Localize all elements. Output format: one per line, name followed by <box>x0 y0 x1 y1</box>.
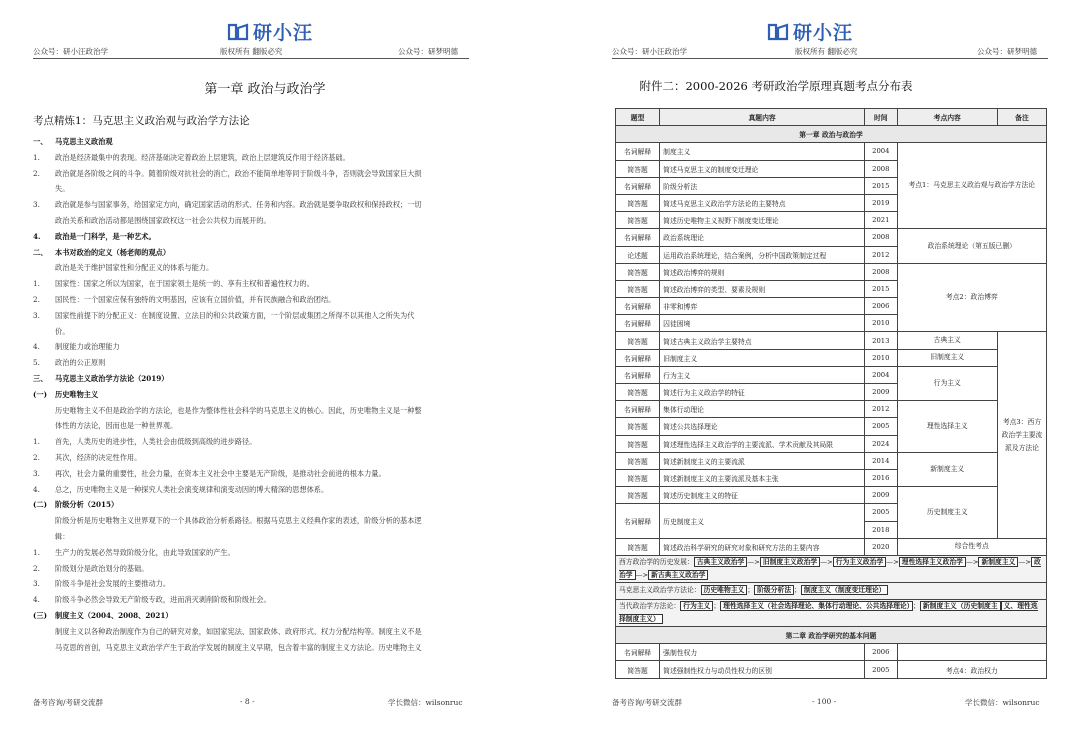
line-text: 阶级斗争必然会导致无产阶级专政，进而消灭剥削阶级和阶级社会。 <box>55 595 271 605</box>
footer-left: 备考咨询/考研交流群 <box>33 698 104 707</box>
line-text: 再次，社会力量的重要性，社会力量，在资本主义社会中主要是无产阶级，是推动社会前进的根本力量。 <box>55 468 386 478</box>
text-line <box>33 608 469 624</box>
text-line <box>33 434 469 450</box>
cell-content: 简述强制性权力与动员性权力的区别 <box>660 661 865 678</box>
flow-arrow-icon: —> <box>820 557 833 566</box>
flow-arrow-icon: —> <box>886 557 899 566</box>
line-number: 2. <box>33 168 40 178</box>
line-text: 国家性：国家之所以为国家，在于国家领土是统一的、享有主权和普遍性权力的。 <box>55 279 314 289</box>
page-number: - 100 - <box>812 697 837 706</box>
cell-point: 新制度主义 <box>897 452 997 486</box>
line-text: 制度主义以各种政治制度作为自己的研究对象，如国家宪法、国家政体、政府形式、权力分配结构等。制度主义不是 <box>55 626 422 636</box>
cell-content: 制度主义 <box>660 143 865 160</box>
cell-year: 2006 <box>865 644 898 661</box>
cell-content: 阶级分析法 <box>660 177 865 194</box>
cell-year: 2024 <box>865 435 898 452</box>
line-number: 3. <box>33 468 40 478</box>
logo-mark-icon <box>227 22 249 42</box>
line-text: 阶级分析是历史唯物主义世界观下的一个具体政治分析系路径。根据马克思主义经典作家的表述，阶级分析的基本逻 <box>55 516 422 526</box>
cell-type: 名词解释 <box>616 401 660 418</box>
appendix-title: 附件二：2000-2026 考研政治学原理真题考点分布表 <box>639 79 913 93</box>
cell-type: 名词解释 <box>616 644 660 661</box>
footer-right: 学长微信：wilsonruc <box>388 698 463 707</box>
flow-marxist-methods <box>616 582 1047 599</box>
cell-type: 简答题 <box>616 160 660 177</box>
cell-year: 2016 <box>865 469 898 486</box>
line-text: 阶级分析（2015） <box>55 500 119 510</box>
table-row <box>616 452 1047 469</box>
flow-arrow-icon: —> <box>965 557 979 566</box>
cell-point: 旧制度主义 <box>897 349 997 366</box>
page-number: - 8 - <box>240 697 255 706</box>
cell-year: 2010 <box>865 315 898 332</box>
flow-item: 制度主义（制度变迁理论） <box>801 585 889 595</box>
table-row <box>616 263 1047 280</box>
cell-type: 简答题 <box>616 263 660 280</box>
cell-content: 行为主义 <box>660 366 865 383</box>
line-text: 价。 <box>55 326 70 336</box>
cell-year: 2004 <box>865 366 898 383</box>
cell-content: 运用政治系统理论，结合案例，分析中国政策制定过程 <box>660 246 865 263</box>
cell-content: 简述政治博弈的规则 <box>660 263 865 280</box>
cell-year: 2015 <box>865 280 898 297</box>
line-text: 政治的公正原则 <box>55 358 106 368</box>
line-text: 阶级划分是政治划分的基础。 <box>55 563 149 573</box>
line-text: 马克思主义政治观 <box>55 137 113 146</box>
line-text: 本书对政治的定义（杨老师的观点） <box>55 247 171 257</box>
cell-type: 简答题 <box>616 332 660 349</box>
col-header-note: 备注 <box>997 109 1046 126</box>
text-line <box>33 592 469 608</box>
line-text: 历史唯物主义不但是政治学的方法论，也是作为整体性社会科学的马克思主义的核心。因此，历史唯物主义是一种整 <box>55 405 422 415</box>
line-text: 阶级斗争是社会发展的主要推动力。 <box>55 579 171 589</box>
exam-points-table <box>615 108 1047 679</box>
line-text: 生产力的发展必然导致阶级分化，由此导致国家的产生。 <box>55 547 235 557</box>
text-line <box>33 308 469 324</box>
text-line <box>33 260 469 276</box>
cell-type: 简答题 <box>616 538 660 555</box>
text-line <box>33 576 469 592</box>
cell-year: 2012 <box>865 246 898 263</box>
cell-type: 简答题 <box>616 418 660 435</box>
cell-content: 简述公共选择理论 <box>660 418 865 435</box>
cell-point: 行为主义 <box>897 366 997 400</box>
text-line <box>33 229 469 245</box>
text-line <box>33 324 469 340</box>
body-text <box>33 134 469 655</box>
table-row <box>616 661 1047 678</box>
text-line <box>33 482 469 498</box>
cell-content: 简述新制度主义的主要流派及基本主张 <box>660 469 865 486</box>
flow-arrow-icon: ； <box>713 602 721 611</box>
header-left: 公众号：研小汪政治学 <box>612 47 687 56</box>
cell-year: 2006 <box>865 298 898 315</box>
text-line <box>33 513 469 529</box>
cell-type: 简答题 <box>616 452 660 469</box>
cell-year: 2013 <box>865 332 898 349</box>
text-line <box>33 355 469 371</box>
header-right: 公众号：研梦明德 <box>398 47 458 56</box>
cell-year: 2005 <box>865 418 898 435</box>
line-text: 政治是经济最集中的表现。经济基础决定着政治上层建筑，政治上层建筑反作用于经济基础。 <box>55 152 350 162</box>
cell-type: 简答题 <box>616 384 660 401</box>
line-text: 国民性：一个国家应保有独特的文明基因，应该有立国价值，并有民族融合和政治团结。 <box>55 294 336 304</box>
header-center: 版权所有 翻版必究 <box>220 47 283 56</box>
line-text: 国家性前提下的分配正义：在制度设置、立法目的和公共政策方面，一个阶层或集团之所得不以其他人之所失为代 <box>55 310 415 320</box>
line-text: 其次，经济的决定性作用。 <box>55 452 142 462</box>
flow-prefix: 西方政治学的历史发展： <box>619 557 694 566</box>
table-row <box>616 229 1047 246</box>
cell-type: 名词解释 <box>616 504 660 538</box>
text-line <box>33 150 469 166</box>
table-row <box>616 401 1047 418</box>
line-number: (一) <box>33 389 47 399</box>
cell-year: 2014 <box>865 452 898 469</box>
chapter-band: 第二章 政治学研究的基本问题 <box>616 627 1047 644</box>
cell-year: 2018 <box>865 521 898 538</box>
cell-content: 简述政治博弈的类型、要素及规则 <box>660 280 865 297</box>
line-number: 2. <box>33 294 40 304</box>
col-header-point: 考点内容 <box>897 109 997 126</box>
cell-content: 简述马克思主义的制度变迁理论 <box>660 160 865 177</box>
line-text: 政治是关于维护国家性和分配正义的体系与能力。 <box>55 263 214 273</box>
line-text: 政治就是各阶级之间的斗争。随着阶级对抗社会的消亡，政治不能简单地等同于阶级斗争，否则就会导致国家巨大损 <box>55 168 422 178</box>
flow-prefix: 当代政治学方法论： <box>619 602 681 611</box>
flow-item: 政治学 <box>619 557 1041 579</box>
text-line <box>33 624 469 640</box>
chapter-title: 第一章 政治与政治学 <box>204 82 326 97</box>
flow-item: 新古典主义政治学 <box>648 570 708 580</box>
cell-type: 名词解释 <box>616 143 660 160</box>
col-header-year: 时间 <box>865 109 898 126</box>
cell-content: 非零和博弈 <box>660 298 865 315</box>
line-text: 政治就是参与国家事务，给国家定方向，确定国家活动的形式、任务和内容。政治就是要争取政权和保持政权；一切 <box>55 200 422 210</box>
text-line <box>33 197 469 213</box>
table-row <box>616 332 1047 349</box>
line-number: (三) <box>33 610 47 620</box>
flow-item: 新制度主义 <box>978 557 1018 567</box>
line-text: 马克思主义政治学方法论（2019） <box>55 373 169 383</box>
cell-year: 2008 <box>865 160 898 177</box>
logo <box>0 18 540 45</box>
logo <box>540 18 1080 45</box>
flow-contemporary-methods <box>616 600 1047 627</box>
line-number: 一、 <box>33 137 48 146</box>
cell-content: 简述古典主义政治学主要特点 <box>660 332 865 349</box>
cell-content: 简述历史制度主义的特征 <box>660 487 865 504</box>
chapter-band: 第一章 政治与政治学 <box>616 126 1047 143</box>
cell-year: 2005 <box>865 504 898 521</box>
line-number: (二) <box>33 500 47 510</box>
text-line <box>33 561 469 577</box>
cell-type: 简答题 <box>616 280 660 297</box>
line-text: 马克思的首创，马克思主义政治学产生于政治学发展的制度主义早期，包含着丰富的制度主义方法论。历史唯物主义 <box>55 642 422 652</box>
cell-year: 2019 <box>865 194 898 211</box>
cell-year: 2010 <box>865 349 898 366</box>
line-number: 5. <box>33 358 40 368</box>
table-row <box>616 143 1047 160</box>
cell-type: 论述题 <box>616 246 660 263</box>
line-number: 4. <box>33 231 41 241</box>
line-number: 1. <box>33 279 40 289</box>
cell-year: 2020 <box>865 538 898 555</box>
flow-item: 行为主义 <box>680 601 713 611</box>
cell-type: 名词解释 <box>616 298 660 315</box>
line-number: 1. <box>33 437 40 447</box>
line-text: 制度主义（2004、2008、2021） <box>55 610 173 620</box>
text-line <box>33 545 469 561</box>
flow-item: 理性选择主义（社会选择理论、集体行动理论、公共选择理论） <box>720 601 913 611</box>
flow-item: 古典主义政治学 <box>694 557 748 567</box>
col-header-type: 题型 <box>616 109 660 126</box>
line-text: 政治是一门科学，是一种艺术。 <box>55 231 156 241</box>
footer-right: 学长微信：wilsonruc <box>965 698 1040 707</box>
line-number: 2. <box>33 563 40 573</box>
cell-point-3: 考点3：西方政治学主要流派及方法论 <box>997 332 1046 538</box>
header-center: 版权所有 翻版必究 <box>795 47 858 56</box>
flow-item: 理性选择主义政治学 <box>899 557 966 567</box>
flow-item: 行为主义政治学 <box>833 557 887 567</box>
cell-content: 集体行动理论 <box>660 401 865 418</box>
logo-text: 研小汪 <box>792 22 853 44</box>
line-number: 3. <box>33 579 40 589</box>
cell-year: 2009 <box>865 384 898 401</box>
flow-history <box>616 555 1047 582</box>
cell-year: 2009 <box>865 487 898 504</box>
flow-arrow-icon: ； <box>913 602 920 611</box>
line-text: 历史唯物主义 <box>55 389 99 399</box>
cell-content: 简述理性选择主义政治学的主要流派、学术贡献及其局限 <box>660 435 865 452</box>
cell-point: 考点2：政治博弈 <box>897 263 1046 332</box>
line-text: 体性的方法论，因而也是一种世界观。 <box>55 421 178 431</box>
cell-year: 2008 <box>865 263 898 280</box>
text-line <box>33 403 469 419</box>
header-left: 公众号：研小汪政治学 <box>33 47 108 56</box>
cell-year: 2021 <box>865 212 898 229</box>
cell-point: 考点4：政治权力 <box>897 661 1046 678</box>
header-rule <box>612 58 1048 59</box>
cell-content: 简述政治科学研究的研究对象和研究方法的主要内容 <box>660 538 865 555</box>
text-line <box>33 529 469 545</box>
footer-left: 备考咨询/考研交流群 <box>612 698 683 707</box>
cell-type: 名词解释 <box>616 229 660 246</box>
cell-content: 简述行为主义政治学的特征 <box>660 384 865 401</box>
flow-arrow-icon: —> <box>635 570 649 579</box>
line-number: 3. <box>33 310 40 320</box>
text-line <box>33 245 469 261</box>
line-text: 失。 <box>55 184 70 194</box>
cell-content: 政治系统理论 <box>660 229 865 246</box>
cell-point: 综合性考点 <box>897 538 1046 555</box>
cell-content: 历史制度主义 <box>660 504 865 538</box>
line-number: 4. <box>33 342 40 352</box>
cell-type: 简答题 <box>616 194 660 211</box>
cell-point: 考点1：马克思主义政治观与政治学方法论 <box>897 143 1046 229</box>
text-line <box>33 497 469 513</box>
table-row <box>616 538 1047 555</box>
text-line <box>33 339 469 355</box>
text-line <box>33 371 469 387</box>
cell-point <box>897 644 1046 661</box>
cell-point: 古典主义 <box>897 332 997 349</box>
cell-year: 2008 <box>865 229 898 246</box>
flow-item: 义、理性选择制度主义） <box>619 602 1038 624</box>
text-line <box>33 418 469 434</box>
cell-point: 理性选择主义 <box>897 401 997 453</box>
cell-content: 简述马克思主义政治学方法论的主要特点 <box>660 194 865 211</box>
logo-mark-icon <box>767 22 789 42</box>
cell-year: 2015 <box>865 177 898 194</box>
logo-text: 研小汪 <box>252 22 313 44</box>
section-title: 考点精炼1：马克思主义政治观与政治学方法论 <box>33 115 250 127</box>
header-rule <box>33 58 469 59</box>
cell-content: 强制性权力 <box>660 644 865 661</box>
table-row <box>616 349 1047 366</box>
text-line <box>33 640 469 656</box>
flow-arrow-icon: —> <box>747 557 760 566</box>
line-number: 1. <box>33 547 40 557</box>
text-line <box>33 181 469 197</box>
cell-point: 政治系统理论（第五版已删） <box>897 229 1046 263</box>
line-text: 辑： <box>55 531 70 541</box>
text-line <box>33 387 469 403</box>
line-number: 4. <box>33 484 40 494</box>
line-number: 3. <box>33 200 40 210</box>
table-row <box>616 487 1047 504</box>
cell-year: 2012 <box>865 401 898 418</box>
flow-arrow-icon: ； <box>747 586 755 595</box>
cell-year: 2004 <box>865 143 898 160</box>
cell-type: 简答题 <box>616 435 660 452</box>
text-line <box>33 213 469 229</box>
cell-content: 简述新制度主义的主要流派 <box>660 452 865 469</box>
cell-type: 简答题 <box>616 469 660 486</box>
text-line <box>33 292 469 308</box>
flow-prefix: 马克思主义政治学方法论： <box>619 586 701 595</box>
cell-point: 历史制度主义 <box>897 487 997 539</box>
header-right: 公众号：研梦明德 <box>977 47 1037 56</box>
line-number: 1. <box>33 152 40 162</box>
cell-content: 简述历史唯物主义视野下制度变迁理论 <box>660 212 865 229</box>
text-line <box>33 166 469 182</box>
cell-type: 简答题 <box>616 661 660 678</box>
text-line <box>33 134 469 150</box>
line-number: 4. <box>33 595 40 605</box>
line-text: 制度能力或治理能力 <box>55 342 120 352</box>
text-line <box>33 466 469 482</box>
flow-item: 历史唯物主义 <box>701 585 748 595</box>
line-number: 三、 <box>33 373 48 383</box>
line-number: 2. <box>33 452 40 462</box>
flow-item: 旧制度主义政治学 <box>760 557 820 567</box>
line-text: 总之，历史唯物主义是一种探究人类社会演变规律和演变动因的博大精深的思想体系。 <box>55 484 329 494</box>
line-number: 二、 <box>33 247 48 257</box>
col-header-content: 真题内容 <box>660 109 865 126</box>
text-line <box>33 276 469 292</box>
cell-content: 囚徒困境 <box>660 315 865 332</box>
cell-content: 旧制度主义 <box>660 349 865 366</box>
cell-type: 名词解释 <box>616 315 660 332</box>
cell-type: 名词解释 <box>616 177 660 194</box>
text-line <box>33 450 469 466</box>
flow-arrow-icon: ； <box>794 586 801 595</box>
table-row <box>616 366 1047 383</box>
cell-type: 名词解释 <box>616 349 660 366</box>
flow-item: 阶级分析法 <box>754 585 794 595</box>
cell-year: 2005 <box>865 661 898 678</box>
table-row <box>616 644 1047 661</box>
cell-type: 简答题 <box>616 212 660 229</box>
line-text: 首先，人类历史的进步性，人类社会由低级到高级的进步路径。 <box>55 437 257 447</box>
flow-arrow-icon: —> <box>1018 557 1031 566</box>
line-text: 政治关系和政治活动都是围绕国家政权这一社会公共权力而展开的。 <box>55 215 271 225</box>
flow-item: 新制度主义（历史制度主 <box>920 601 1001 611</box>
cell-type: 名词解释 <box>616 366 660 383</box>
cell-type: 简答题 <box>616 487 660 504</box>
